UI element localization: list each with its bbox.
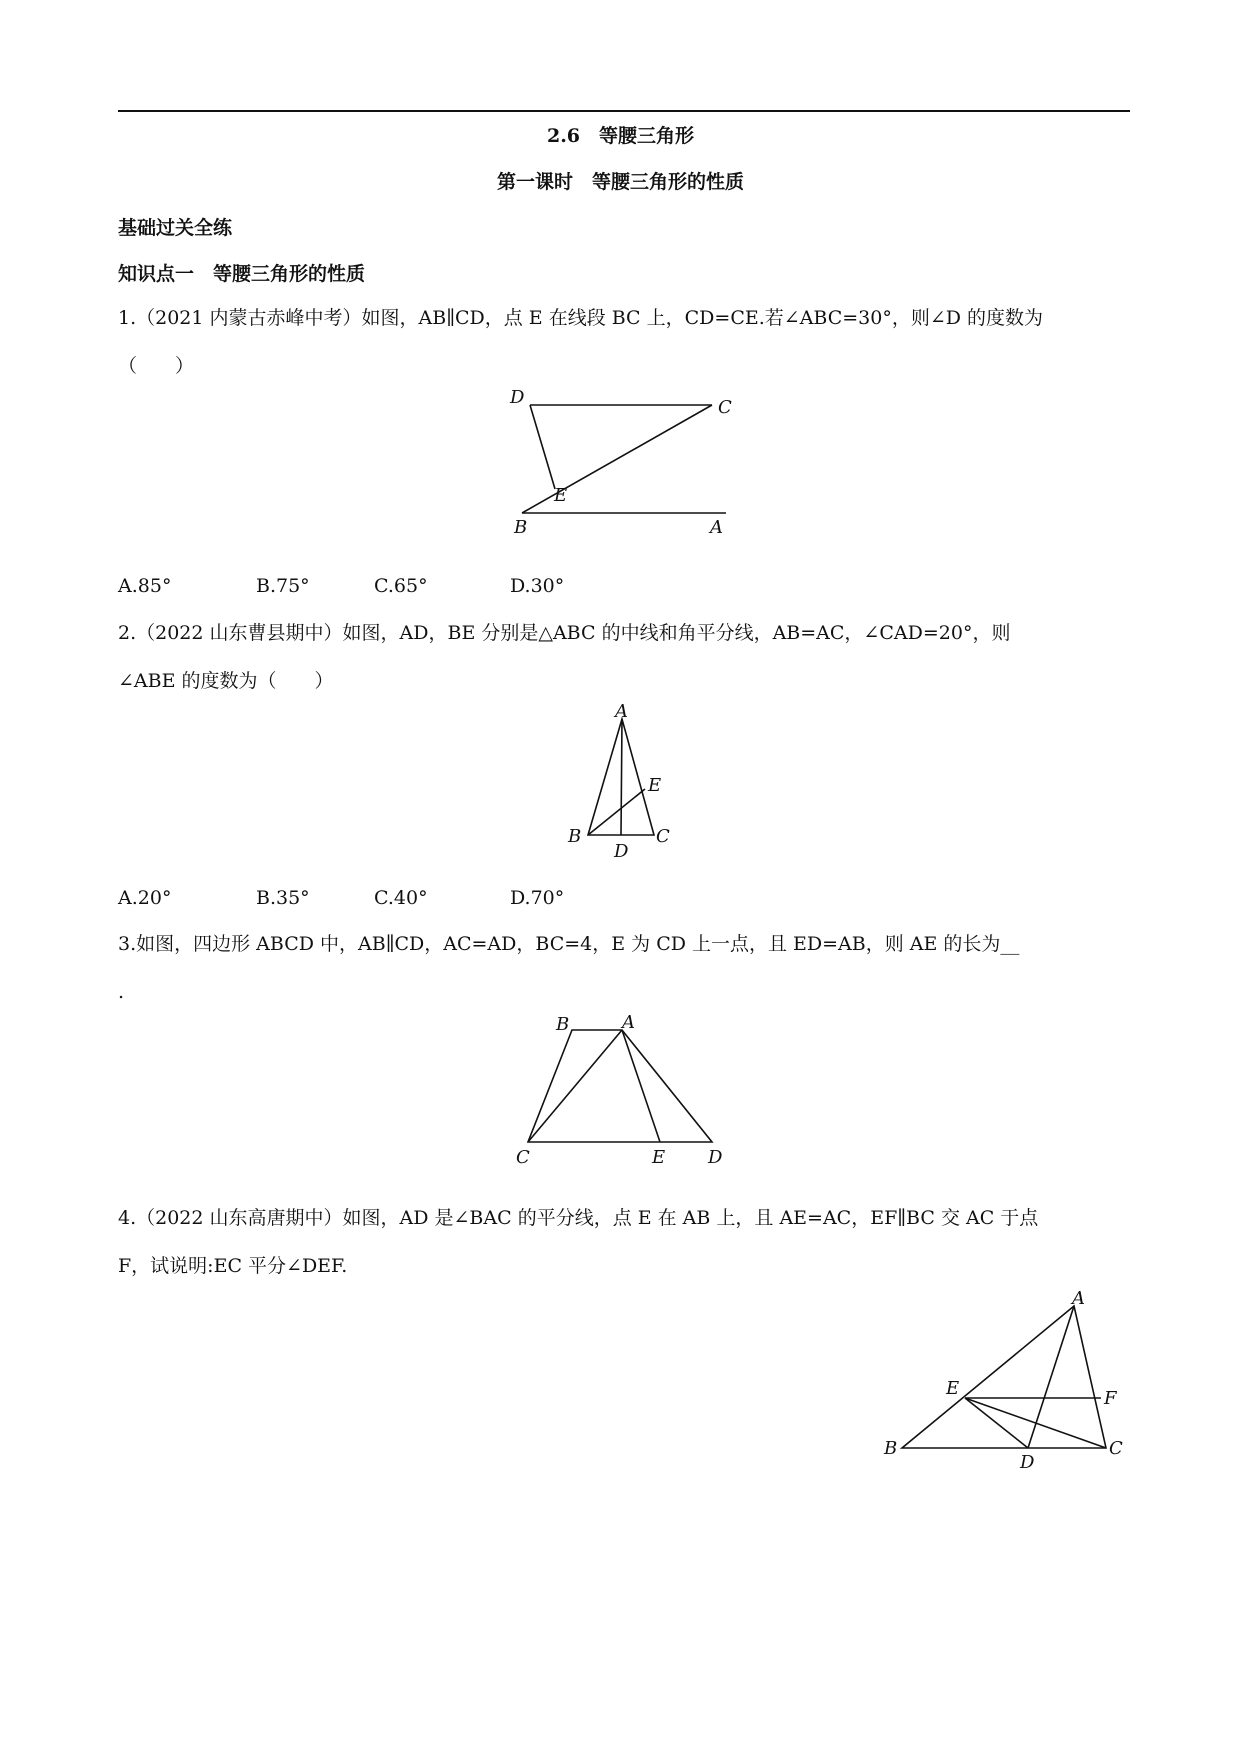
q1-choice-c[interactable]: C.65° [374,575,428,597]
section-heading: 基础过关全练 [118,217,233,239]
question-4-text-cont: F，试说明:EC 平分∠DEF. [118,1255,348,1277]
q3-label-b: B [556,1014,570,1035]
q3-label-a: A [622,1012,635,1033]
question-3-text-cont: . [118,981,125,1003]
q4-label-a: A [1072,1288,1085,1309]
q2-label-a: A [615,701,628,722]
q4-segment-ec [965,1398,1106,1448]
q2-median-ad [621,719,622,835]
question-1-text: 1.（2021 内蒙古赤峰中考）如图，AB∥CD，点 E 在线段 BC 上，CD=CE.若∠ABC=30°，则∠D 的度数为 [118,307,1044,329]
question-4-figure [880,1288,1130,1473]
q1-choice-a[interactable]: A.85° [118,575,172,597]
q1-segment-cb [522,405,712,513]
question-2-choices [118,885,618,911]
q3-quadrilateral-abdc [528,1030,712,1142]
q3-label-d: D [708,1147,723,1168]
knowledge-point-heading: 知识点一 等腰三角形的性质 [118,263,366,285]
question-3-figure [510,1010,730,1170]
q4-label-d: D [1020,1452,1035,1473]
q4-label-e: E [946,1378,960,1399]
q1-choice-b[interactable]: B.75° [256,575,310,597]
q4-label-c: C [1109,1438,1123,1459]
q2-label-b: B [568,826,582,847]
question-1-choices [118,573,618,599]
q2-label-c: C [656,826,670,847]
q3-label-c: C [516,1147,530,1168]
q4-label-b: B [884,1438,898,1459]
q2-choice-d[interactable]: D.70° [510,887,565,909]
question-2-figure [560,701,690,865]
q2-label-d: D [614,841,629,862]
q3-label-e: E [652,1147,666,1168]
q1-label-d: D [510,387,525,408]
question-2-text-cont: ∠ABE 的度数为（ ） [118,670,334,692]
q1-label-a: A [710,517,723,538]
question-3-text: 3.如图，四边形 ABCD 中，AB∥CD，AC=AD，BC=4，E 为 CD 上一点，且 ED=AB，则 AE 的长为__ [118,933,1020,955]
q3-segment-ae [622,1030,660,1142]
q2-bisector-be [588,789,645,835]
q4-segment-ed [965,1398,1028,1448]
q4-triangle-abc [902,1306,1106,1448]
question-2-text: 2.（2022 山东曹县期中）如图，AD，BE 分别是△ABC 的中线和角平分线，AB=AC，∠CAD=20°，则 [118,622,1011,644]
q1-label-c: C [718,397,732,418]
page-subtitle: 第一课时 等腰三角形的性质 [496,171,744,193]
q1-label-b: B [514,517,528,538]
q3-segment-ac [528,1030,622,1142]
q1-label-e: E [554,485,568,506]
page-title: 2.6 等腰三角形 [546,125,695,147]
header-rule [118,110,1130,112]
q1-choice-d[interactable]: D.30° [510,575,565,597]
q4-label-f: F [1104,1388,1117,1409]
question-1-text-cont: （ ） [118,355,195,377]
q4-bisector-ad [1028,1306,1074,1448]
q2-label-e: E [648,775,662,796]
q2-choice-c[interactable]: C.40° [374,887,428,909]
question-4-text: 4.（2022 山东高唐期中）如图，AD 是∠BAC 的平分线，点 E 在 AB 上，且 AE=AC，EF∥BC 交 AC 于点 [118,1207,1039,1229]
q1-segment-de [530,405,555,489]
q2-choice-b[interactable]: B.35° [256,887,310,909]
question-1-figure [500,385,740,545]
q2-choice-a[interactable]: A.20° [118,887,172,909]
